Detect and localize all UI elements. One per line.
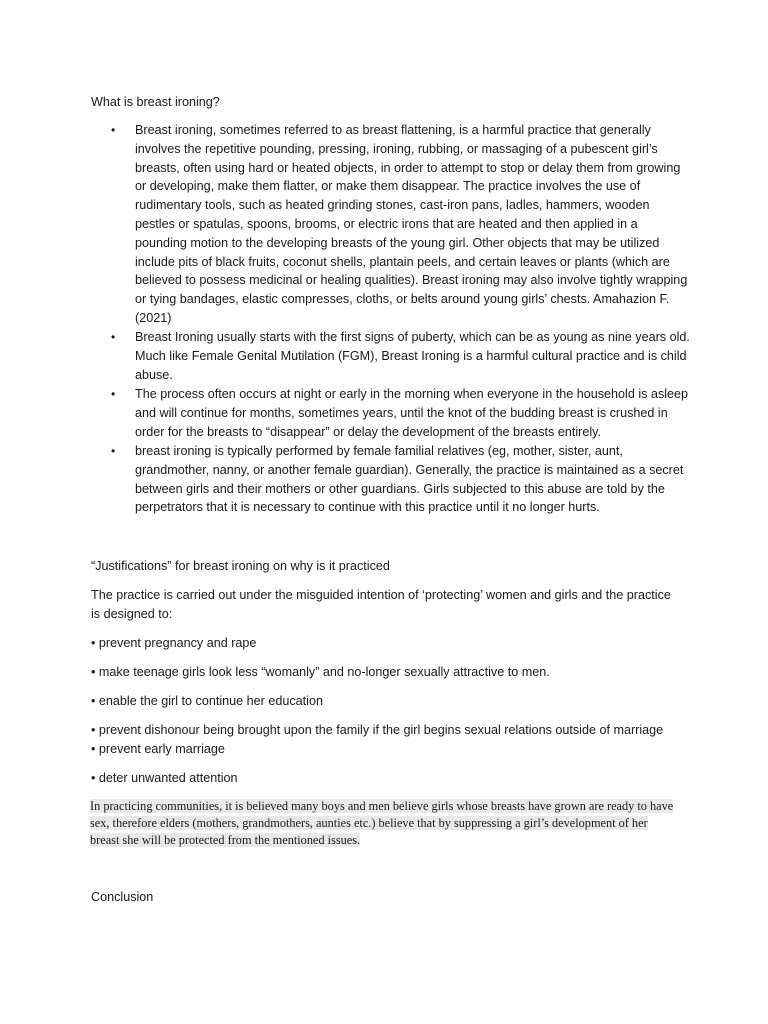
list-item: • deter unwanted attention [91, 771, 238, 785]
bullet-item [91, 385, 691, 441]
list-item: • prevent pregnancy and rape [91, 636, 257, 650]
bullet-icon: • [111, 387, 116, 402]
highlighted-text: In practicing communities, it is believed many boys and men believe girls whose breasts have grown are ready to have sex, therefore elders (mothers, grandmothers, aunties etc.) believe that by suppressing a girl’s development of her breast she will be protected from the mentioned issues. [90, 799, 674, 848]
section-heading-justifications: “Justifications” for breast ironing on why is it practiced [91, 559, 390, 573]
definition-bullet-list [91, 121, 691, 517]
bullet-text: breast ironing is typically performed by female familial relatives (eg, mother, sister, aunt, grandmother, nanny, or another female guardian). Generally, the practice is maintained as a secret between girls and their mothers or other guardians. Girls subjected to this abuse are told by the perpetrators that it is necessary to continue with this practice until it no longer hurts. [135, 444, 684, 515]
justifications-intro: The practice is carried out under the misguided intention of ‘protecting’ women and girls and the practice is designed to: [91, 588, 671, 621]
bullet-icon: • [111, 330, 116, 345]
bullet-item [91, 442, 691, 517]
section-heading-what-is: What is breast ironing? [91, 95, 220, 109]
bullet-text: The process often occurs at night or early in the morning when everyone in the household is asleep and will continue for months, sometimes years, until the knot of the budding breast is crushed in order for the breasts to “disappear” or delay the development of the breasts entirely. [135, 387, 689, 439]
bullet-icon: • [111, 123, 116, 137]
list-item: • make teenage girls look less “womanly” and no-longer sexually attractive to men. [91, 665, 550, 679]
bullet-item [91, 328, 691, 384]
highlighted-paragraph [90, 798, 680, 850]
list-item: • enable the girl to continue her education [91, 694, 323, 708]
bullet-item [91, 121, 691, 328]
bullet-icon: • [111, 444, 116, 459]
bullet-text: Breast ironing, sometimes referred to as breast flattening, is a harmful practice that generally involves the repetitive pounding, pressing, ironing, rubbing, or massaging of a pubescent girl’s breasts, often using hard or heated objects, in order to attempt to stop or delay them from growing or developing, make them flatter, or make them disappear. The practice involves the use of rudimentary tools, such as heated grinding stones, cast-iron pans, ladles, hammers, wooden pestles or spatulas, spoons, brooms, or electric irons that are heated and then applied in a pounding motion to the developing breasts of the young girl. Other objects that may be utilized include pits of black fruits, coconut shells, plantain peels, and certain leaves or plants (which are believed to possess medicinal or healing qualities). Breast ironing may also involve tightly wrapping or tying bandages, elastic compresses, cloths, or belts around young girls’ chests. Amahazion F. (2021) [135, 123, 688, 325]
list-item: • prevent early marriage [91, 742, 225, 756]
bullet-text: Breast Ironing usually starts with the first signs of puberty, which can be as young as nine years old. Much like Female Genital Mutilation (FGM), Breast Ironing is a harmful cultural practice and is child abuse. [135, 330, 690, 382]
section-heading-conclusion: Conclusion [91, 890, 154, 904]
list-item: • prevent dishonour being brought upon the family if the girl begins sexual relations outside of marriage [91, 723, 664, 737]
